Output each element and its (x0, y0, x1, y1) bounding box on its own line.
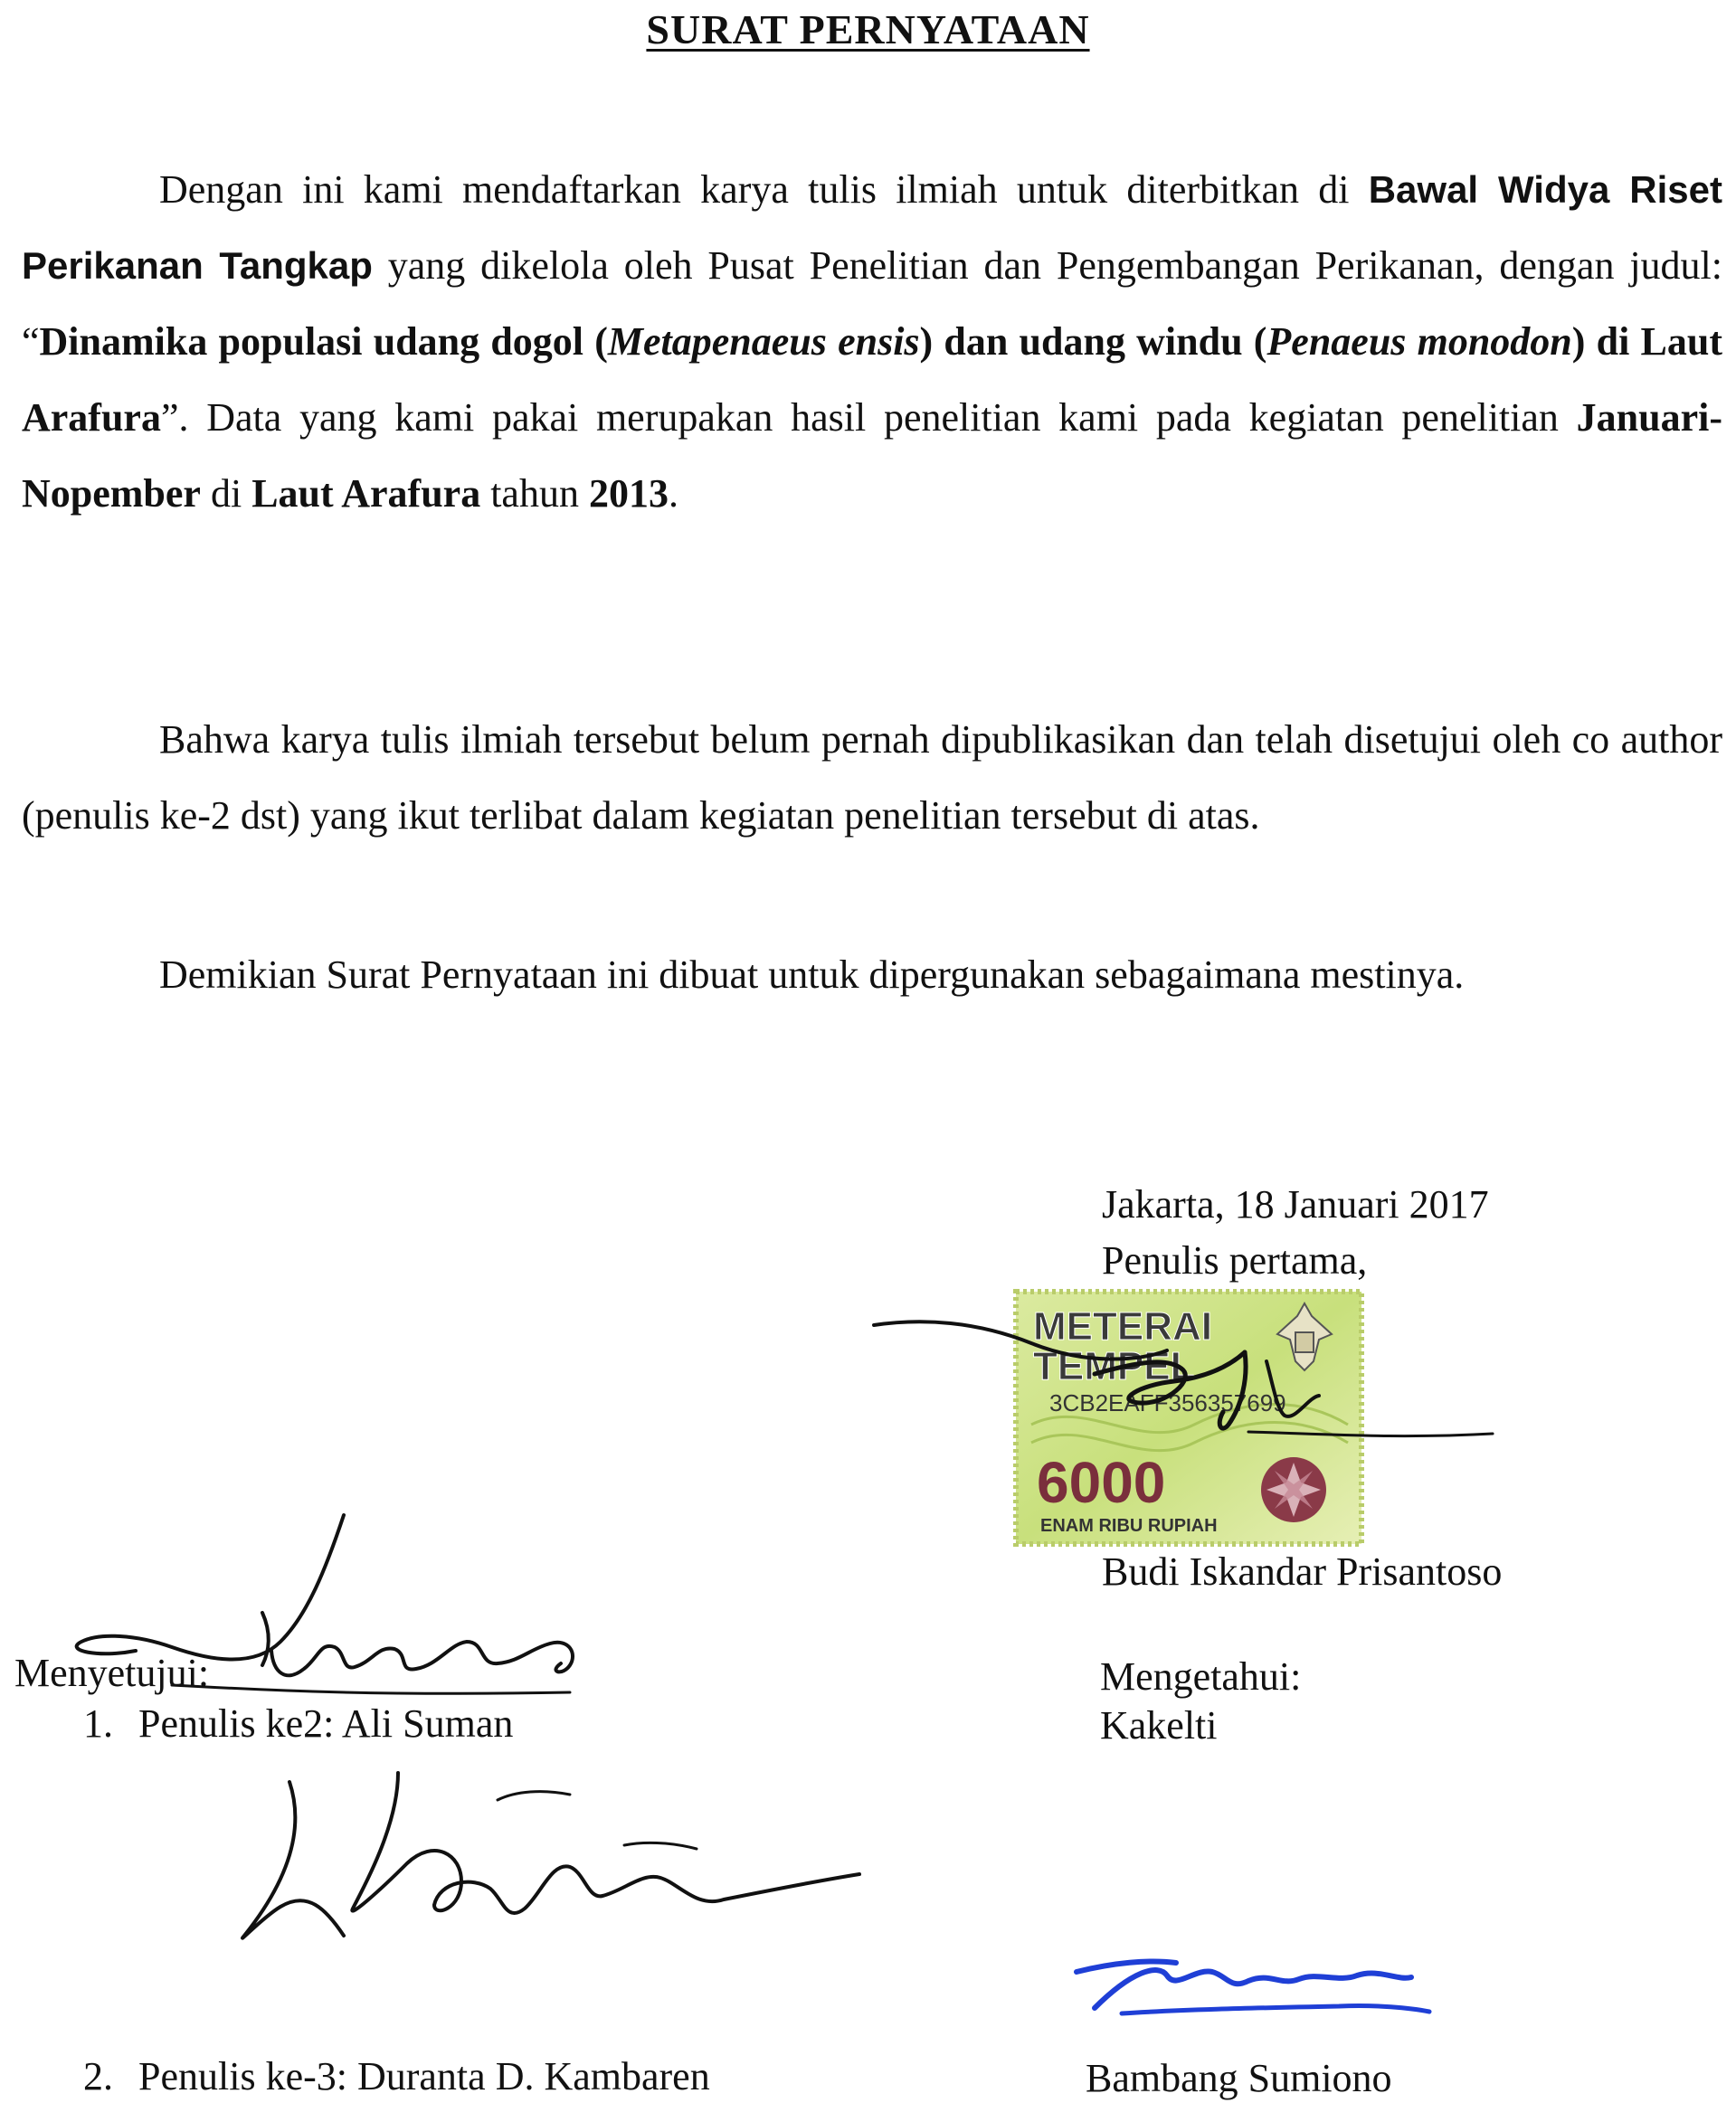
bambang-signature (1067, 1936, 1447, 2035)
journal-name: Bawal Widya Riset Perikanan Tangkap (22, 168, 1722, 287)
paragraph-closing: Demikian Surat Pernyataan ini dibuat untuk dipergunakan sebagaimana mestinya. (159, 952, 1465, 997)
place-date: Jakarta, 18 Januari 2017 (1102, 1182, 1489, 1227)
stamp-serial: 3CB2EAFF356357699 (1049, 1389, 1286, 1416)
paragraph-registration: Dengan ini kami mendaftarkan karya tulis ilmiah untuk diterbitkan di Bawal Widya Riset Perikanan Tangkap yang dikelola oleh Pusat Penelitian dan Pengembangan Perikanan, dengan judul: “Dinamika populasi udang dogol (Metapenaeus ensis) dan udang windu (Penaeus monodon) di Laut Arafura”. Data yang kami pakai merupakan hasil penelitian kami pada kegiatan penelitian Januari-Nopember di Laut Arafura tahun 2013. (22, 167, 1722, 516)
stamp-line1: METERAI (1033, 1304, 1212, 1349)
approval-item-1: 1. Penulis ke2: Ali Suman (83, 1701, 514, 1746)
duranta-signature (226, 1755, 877, 1972)
first-author-name: Budi Iskandar Prisantoso (1102, 1549, 1503, 1594)
stamp-value: 6000 (1037, 1450, 1166, 1515)
document-title: SURAT PERNYATAAN (646, 6, 1090, 52)
acknowledge-label: Mengetahui: (1100, 1654, 1302, 1699)
first-author-signature (868, 1298, 1502, 1479)
stamp-value-text: ENAM RIBU RUPIAH (1040, 1516, 1218, 1536)
paragraph-unpublished: Bahwa karya tulis ilmiah tersebut belum pernah dipublikasikan dan telah disetujui oleh co author (penulis ke-2 dst) yang ikut terlibat dalam kegiatan penelitian tersebut di atas. (22, 717, 1722, 838)
approval-label: Menyetujui: (14, 1651, 210, 1695)
approval-item-2: 2. Penulis ke-3: Duranta D. Kambaren (83, 2054, 710, 2098)
acknowledge-name: Bambang Sumiono (1086, 2056, 1392, 2100)
species-penaeus: Penaeus monodon (1266, 319, 1572, 364)
research-year: 2013 (588, 471, 669, 516)
first-author-role: Penulis pertama, (1102, 1238, 1368, 1283)
stamp-line2: TEMPEL (1033, 1344, 1195, 1388)
species-metapenaeus: Metapenaeus ensis (607, 319, 920, 364)
acknowledge-role: Kakelti (1100, 1703, 1218, 1748)
research-location: Laut Arafura (251, 471, 481, 516)
research-period: Januari-Nopember (22, 395, 1722, 516)
